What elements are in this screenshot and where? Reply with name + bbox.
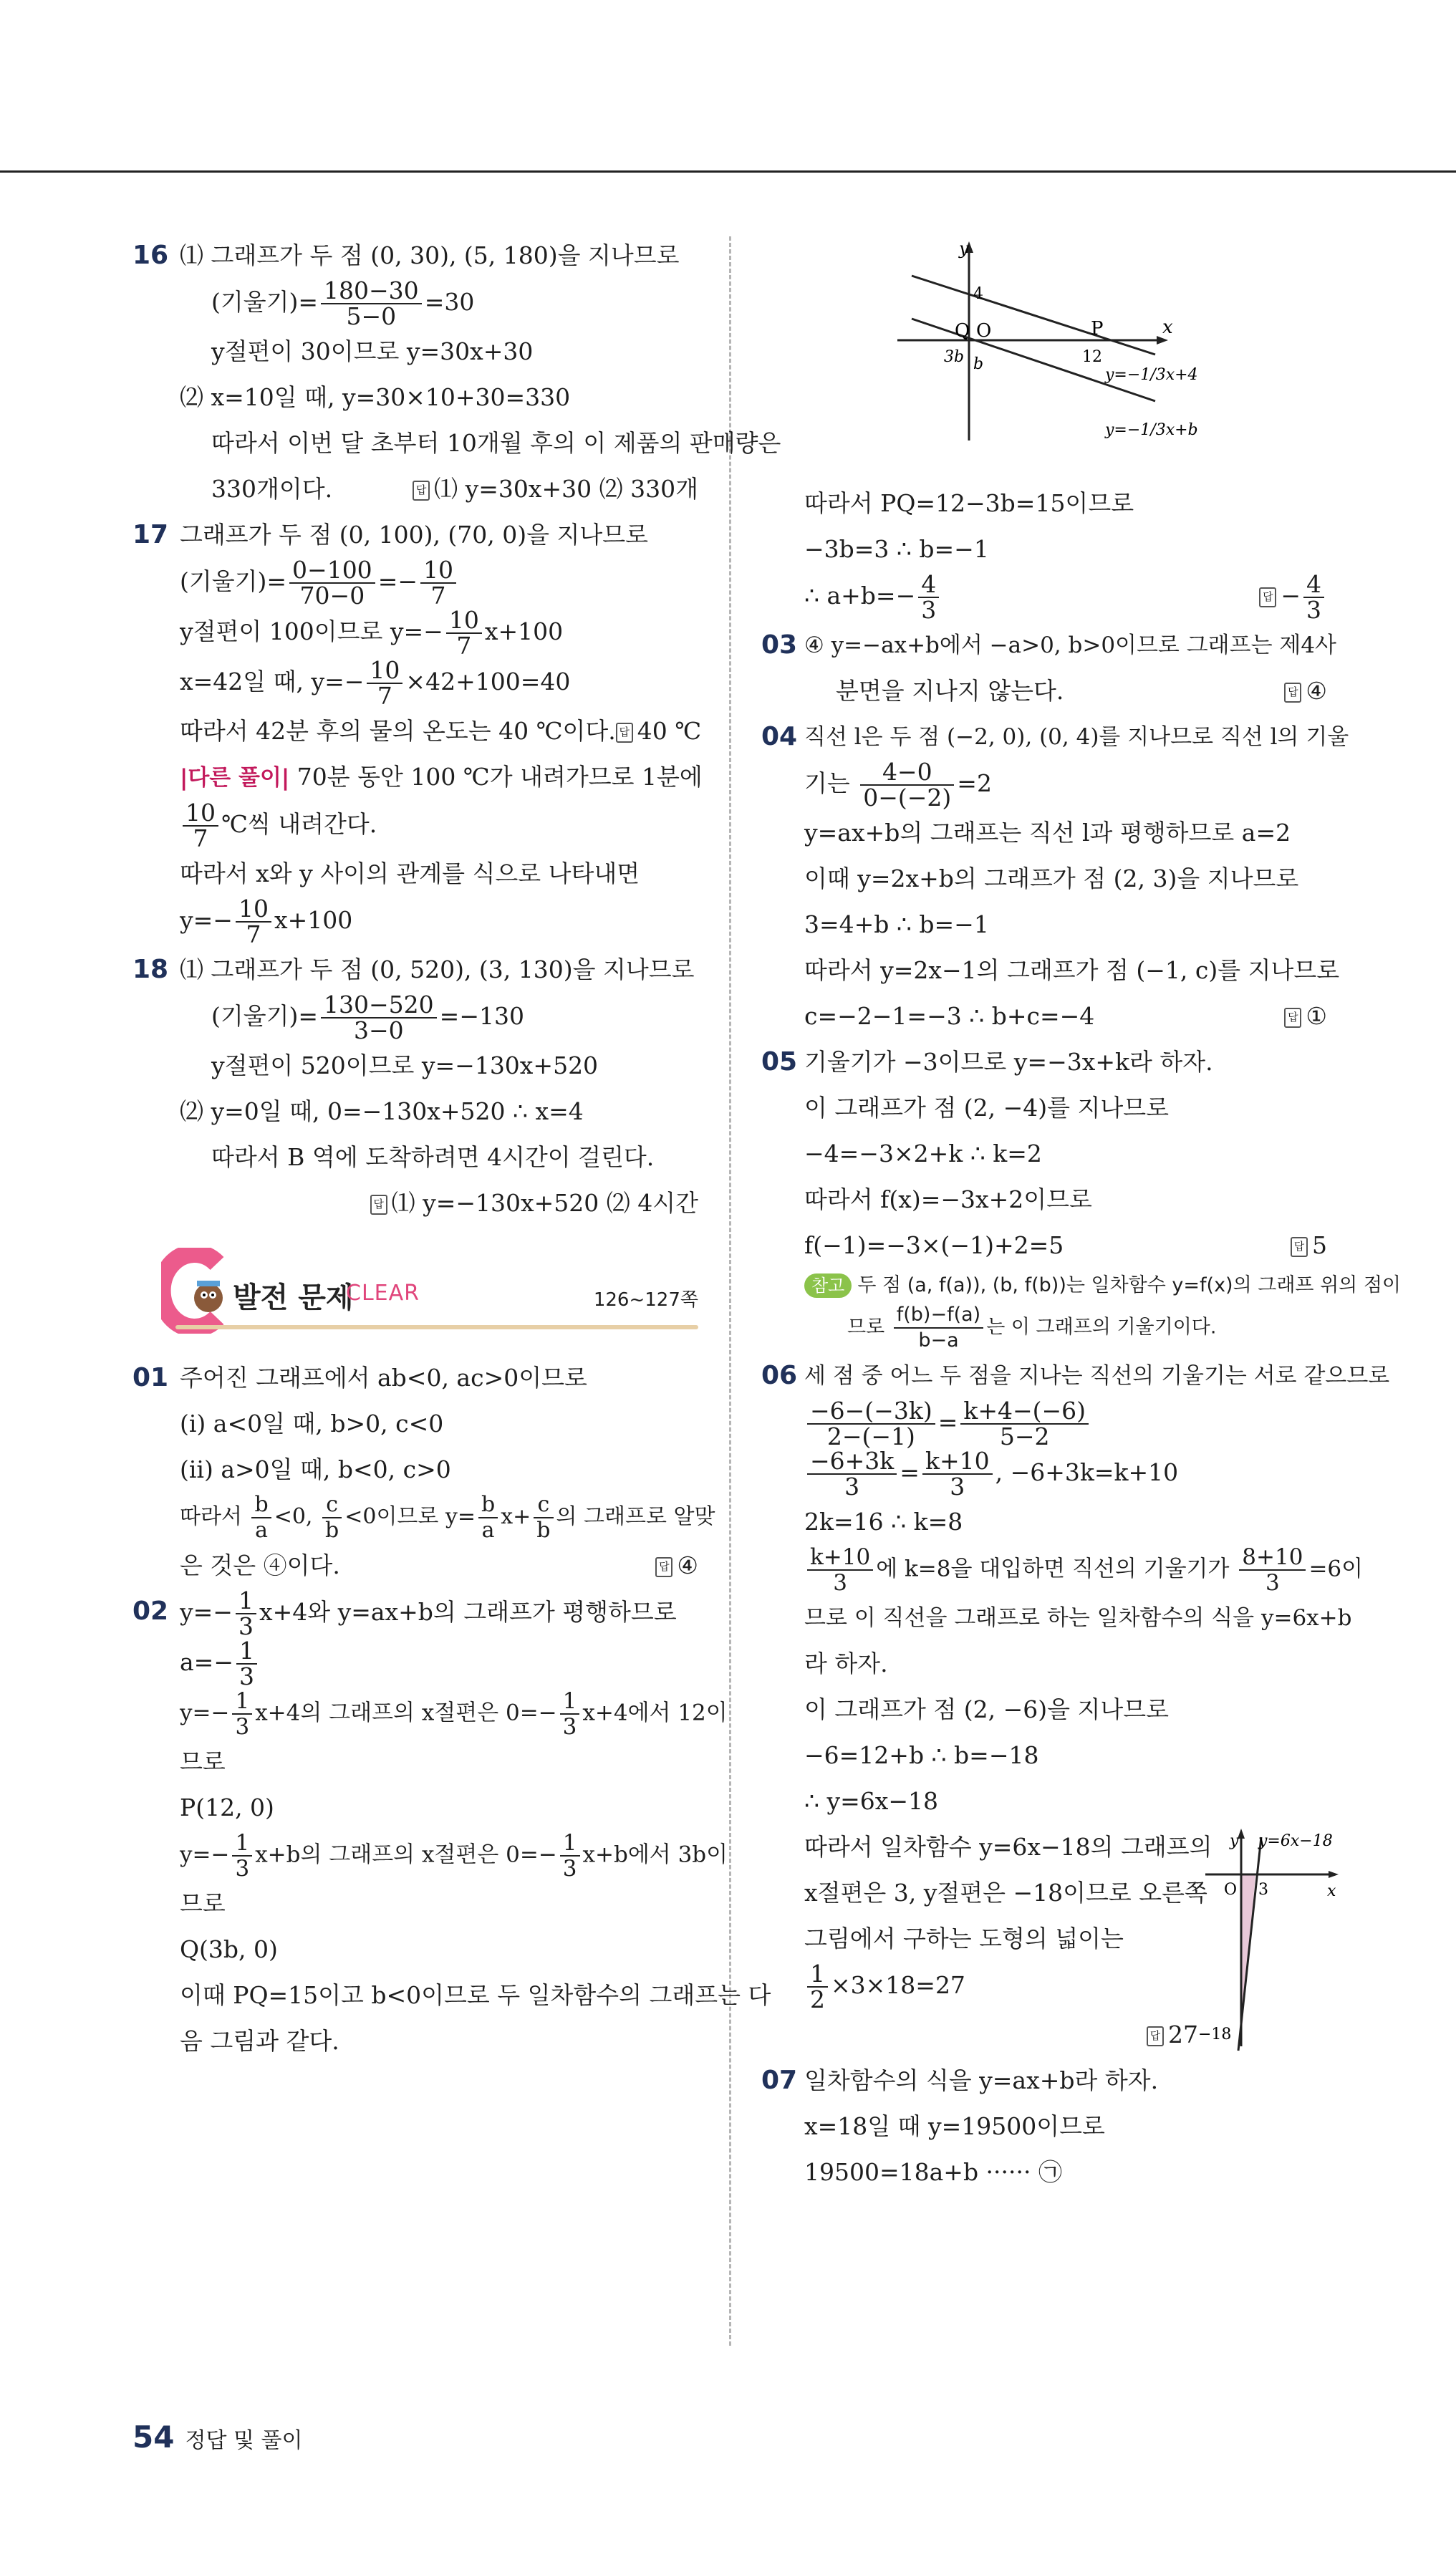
solution-line: 기는 $\frac{4-0}{0-(-2)}$ =2 <box>804 758 992 812</box>
solution-line: 그래프가 두 점 (0, 100), (70, 0)을 지나므로 <box>180 521 649 549</box>
reference-badge: 참고 <box>804 1273 852 1298</box>
section-underline <box>175 1325 698 1329</box>
line2-label: y=−1/3x+b <box>1105 421 1198 439</box>
solution-line: (기울기)= $\frac{180-30}{5-0}$ =30 <box>211 276 475 330</box>
area-block <box>804 1824 1336 2058</box>
point-p-label: P <box>1091 318 1104 340</box>
solution-line: 이때 y=2x+b의 그래프가 점 (2, 3)을 지나므로 <box>804 865 1299 892</box>
problem-03 <box>761 622 1336 714</box>
q-coordinate-label: 3b <box>944 348 965 366</box>
answer-icon: 답 <box>413 481 430 501</box>
solution-line: (기울기)= $\frac{130-520}{3-0}$ =−130 <box>211 991 524 1044</box>
answer: 답 27 <box>804 2012 1327 2058</box>
solution-line: 므로 <box>180 1889 226 1917</box>
answer-icon: 답 <box>370 1195 387 1215</box>
x-label: x <box>1162 317 1173 338</box>
y-label: y <box>1230 1832 1239 1850</box>
solution-line: 2k=16 ∴ k=8 <box>804 1508 963 1536</box>
origin-label: O <box>976 320 992 342</box>
solution-line: y절편이 520이므로 y=−130x+520 <box>211 1051 599 1079</box>
answer-icon: 답 <box>1259 587 1276 607</box>
problem-number: 18 <box>132 955 169 984</box>
x-label: x <box>1327 1882 1336 1900</box>
solution-line: $\frac{k+10}{3}$ 에 k=8을 대입하면 직선의 기울기가 $\frac{8+10}{3}$ =6이 <box>804 1545 1327 1595</box>
answer-icon: 답 <box>1284 1008 1301 1028</box>
answer: 답 5 <box>1291 1223 1327 1268</box>
page-footer <box>132 2419 303 2455</box>
problem-number: 16 <box>132 241 169 270</box>
solution-line: 기울기가 −3이므로 y=−3x+k라 하자. <box>804 1048 1213 1076</box>
solution-line: 따라서 일차함수 y=6x−18의 그래프의 <box>804 1833 1212 1861</box>
solution-line: c=−2−1=−3 ∴ b+c=−4 답 ① <box>804 993 1327 1039</box>
solution-line: x=42일 때, y=− $\frac{10}{7}$ ×42+100=40 <box>180 656 571 710</box>
answer-icon: 답 <box>1147 2026 1164 2046</box>
answer-icon: 답 <box>1291 1237 1308 1257</box>
solution-line: 따라서 B 역에 도착하려면 4시간이 걸린다. <box>211 1143 655 1171</box>
solution-line: −3b=3 ∴ b=−1 <box>804 535 989 563</box>
solution-line: 따라서 f(x)=−3x+2이므로 <box>804 1185 1092 1213</box>
problem-16 <box>132 233 781 512</box>
solution-line: 라 하자. <box>804 1650 888 1677</box>
solution-line: f(−1)=−3×(−1)+2=5 답 5 <box>804 1223 1327 1268</box>
parallel-lines-graph <box>761 233 1327 476</box>
solution-line: (ⅰ) a<0일 때, b>0, c<0 <box>180 1410 444 1438</box>
solution-line: y=ax+b의 그래프는 직선 l과 평행하므로 a=2 <box>804 819 1291 847</box>
solution-line: 따라서 $\frac{b}{a}$ <0, $\frac{c}{b}$ <0이므로 y= $\frac{b}{a}$ x+ $\frac{c}{b}$ 의 그래프로 알맞 <box>180 1492 715 1543</box>
solution-line: y=− $\frac{1}{3}$ x+4의 그래프의 x절편은 0=− $\frac{1}{3}$ x+4에서 12이 <box>180 1688 728 1740</box>
problem-02-continued <box>761 481 1327 622</box>
fraction: $\frac{180-30}{5-0}$ <box>321 279 422 329</box>
solution-line: ⑵ y=0일 때, 0=−130x+520 ∴ x=4 <box>180 1097 584 1125</box>
solution-line: ∴ a+b=− $\frac{4}{3}$ 답 − $\frac{4}{3}$ <box>804 572 1327 622</box>
solution-line: 따라서 x와 y 사이의 관계를 식으로 나타내면 <box>180 860 640 887</box>
answer: 답 ④ <box>1284 668 1327 714</box>
y-axis-arrow-icon <box>1238 1829 1245 1839</box>
solution-line: 330개이다. 답 ⑴ y=30x+30 ⑵ 330개 <box>180 466 698 512</box>
reference-note: 참고 두 점 (a, f(a)), (b, f(b))는 일차함수 y=f(x)의 그래프 위의 점이 <box>804 1268 1327 1303</box>
solution-line: ④ y=−ax+b에서 −a>0, b>0이므로 그래프는 제4사 <box>804 632 1336 658</box>
solution-line: ⑵ x=10일 때, y=30×10+30=330 <box>180 383 571 411</box>
answer: 답 − $\frac{4}{3}$ <box>1259 572 1327 622</box>
solution-line: 분면을 지나지 않는다. 답 ④ <box>804 668 1327 714</box>
page-number: 54 <box>132 2419 175 2455</box>
solution-line: 므로 이 직선을 그래프로 하는 일차함수의 식을 y=6x+b <box>804 1605 1352 1631</box>
answer: 답 ④ <box>655 1543 698 1589</box>
solution-line: ⑴ 그래프가 두 점 (0, 30), (5, 180)을 지나므로 <box>180 241 680 269</box>
solution-line: 은 것은 ④이다. 답 ④ <box>180 1543 698 1589</box>
solution-line: 일차함수의 식을 y=ax+b라 하자. <box>804 2066 1159 2094</box>
footer-label: 정답 및 풀이 <box>185 2428 303 2453</box>
problem-05 <box>761 1039 1401 1353</box>
y-intercept-label: 4 <box>973 285 983 303</box>
solution-line: 이 그래프가 점 (2, −6)을 지나므로 <box>804 1695 1169 1723</box>
problem-number: 03 <box>761 630 798 660</box>
section-banner <box>132 1248 698 1348</box>
problem-number: 07 <box>761 2066 798 2095</box>
y-label: y <box>959 239 969 259</box>
solution-line: (기울기)= $\frac{0-100}{70-0}$ =− $\frac{10}{7}$ <box>180 558 698 608</box>
problem-07 <box>761 2058 1327 2195</box>
other-solution-tag: |다른 풀이| <box>180 765 290 791</box>
solution-line: −4=−3×2+k ∴ k=2 <box>804 1140 1042 1167</box>
problem-number: 01 <box>132 1363 169 1392</box>
answer: 답 40 ℃ <box>616 708 701 754</box>
solution-line: $\frac{1}{2}$ ×3×18=27 <box>804 1962 1327 2012</box>
solution-line: y=− $\frac{10}{7}$ x+100 <box>180 895 353 948</box>
section-pages: 126~127쪽 <box>593 1289 698 1311</box>
solution-line: y=− $\frac{1}{3}$ x+4와 y=ax+b의 그래프가 평행하므로 <box>180 1586 677 1640</box>
problem-06 <box>761 1353 1390 2058</box>
solution-line: 따라서 PQ=12−3b=15이므로 <box>804 489 1134 517</box>
clear-c-logo-icon <box>161 1248 230 1334</box>
problem-number: 06 <box>761 1361 798 1390</box>
solution-line: 3=4+b ∴ b=−1 <box>804 910 989 938</box>
solution-line: 직선 l은 두 점 (−2, 0), (0, 4)를 지나므로 직선 l의 기울 <box>804 724 1349 750</box>
x-intercept-label: 3 <box>1258 1881 1268 1899</box>
solution-line: P(12, 0) <box>180 1793 274 1821</box>
problem-number: 02 <box>132 1597 169 1626</box>
solution-line: $\frac{-6-(-3k)}{2-(-1)}$ = $\frac{k+4-(-6)}{5-2}$ <box>804 1399 1327 1449</box>
problem-number: 05 <box>761 1047 798 1077</box>
problem-number: 04 <box>761 722 798 751</box>
x-intercept-label: 12 <box>1082 348 1102 366</box>
solution-line: 음 그림과 같다. <box>180 2027 339 2055</box>
solution-line: y=− $\frac{1}{3}$ x+b의 그래프의 x절편은 0=− $\frac{1}{3}$ x+b에서 3b이 <box>180 1830 728 1882</box>
solution-line: y절편이 100이므로 y=− $\frac{10}{7}$ x+100 <box>180 606 564 660</box>
x-axis-arrow-icon <box>1329 1871 1339 1878</box>
solution-line: (ⅱ) a>0일 때, b<0, c>0 <box>180 1455 451 1483</box>
solution-line: 이때 PQ=15이고 b<0이므로 두 일차함수의 그래프는 다 <box>180 1981 771 2009</box>
solution-line: $\frac{-6+3k}{3}$ = $\frac{k+10}{3}$ , −6+3k=k+10 <box>804 1449 1327 1499</box>
solution-line: $\frac{10}{7}$ ℃씩 내려간다. <box>180 801 698 851</box>
problem-02 <box>132 1586 771 2064</box>
line1-label: y=−1/3x+4 <box>1105 366 1198 384</box>
problem-18 <box>132 947 698 1226</box>
solution-line: 주어진 그래프에서 ab<0, ac>0이므로 <box>180 1364 587 1392</box>
b-label: b <box>973 355 984 373</box>
answer: 답 ⑴ y=30x+30 ⑵ 330개 <box>413 466 698 512</box>
problem-17 <box>132 512 703 948</box>
solution-line: 따라서 42분 후의 물의 온도는 40 ℃이다. 답 40 ℃ <box>180 708 698 754</box>
section-title: 발전 문제 <box>233 1281 354 1314</box>
answer-icon: 답 <box>616 723 633 743</box>
answer: 답 ① <box>1284 993 1327 1039</box>
other-solution: |다른 풀이| 70분 동안 100 ℃가 내려가므로 1분에 <box>180 763 703 791</box>
solution-line: 므로 <box>180 1748 226 1776</box>
reference-note: 므로 $\frac{f(b)-f(a)}{b-a}$ 는 이 그래프의 기울기이다. <box>847 1304 1217 1352</box>
line-y-neg-third-x-plus-4 <box>912 276 1155 355</box>
solution-line: 이 그래프가 점 (2, −4)를 지나므로 <box>804 1094 1169 1122</box>
solution-line: 따라서 y=2x−1의 그래프가 점 (−1, c)를 지나므로 <box>804 956 1340 984</box>
problem-number: 17 <box>132 520 169 549</box>
answer-icon: 답 <box>655 1557 672 1577</box>
solution-line: a=− $\frac{1}{3}$ <box>180 1639 698 1689</box>
solution-line: 그림에서 구하는 도형의 넓이는 <box>804 1925 1124 1952</box>
section-subtitle: CLEAR <box>346 1281 420 1306</box>
solution-line: y절편이 30이므로 y=30x+30 <box>211 337 534 365</box>
solution-line: ⑴ 그래프가 두 점 (0, 520), (3, 130)을 지나므로 <box>180 955 695 983</box>
problem-01 <box>132 1355 715 1589</box>
solution-line: ∴ y=6x−18 <box>804 1787 939 1815</box>
answer: 답 ⑴ y=−130x+520 ⑵ 4시간 <box>180 1180 698 1226</box>
line-label: y=6x−18 <box>1258 1832 1333 1850</box>
triangle-area-graph <box>1198 1824 1341 2053</box>
solution-line: 따라서 이번 달 초부터 10개월 후의 이 제품의 판매량은 <box>211 429 781 457</box>
origin-label: O <box>1224 1881 1238 1899</box>
header-rule <box>0 170 1456 173</box>
solution-line: x절편은 3, y절편은 −18이므로 오른쪽 <box>804 1879 1207 1907</box>
y-intercept-label: −18 <box>1198 2026 1232 2043</box>
column-divider <box>729 236 731 2346</box>
solution-line: Q(3b, 0) <box>180 1935 278 1963</box>
point-q-label: Q <box>955 320 970 342</box>
answer-icon: 답 <box>1284 683 1301 703</box>
problem-04 <box>761 714 1349 1039</box>
solution-line: 19500=18a+b ······ ㉠ <box>804 2158 1062 2186</box>
right-column <box>761 233 1401 2195</box>
solution-line: −6=12+b ∴ b=−18 <box>804 1741 1039 1769</box>
solution-line: 세 점 중 어느 두 점을 지나는 직선의 기울기는 서로 같으므로 <box>804 1363 1390 1389</box>
solution-line: x=18일 때 y=19500이므로 <box>804 2112 1105 2140</box>
